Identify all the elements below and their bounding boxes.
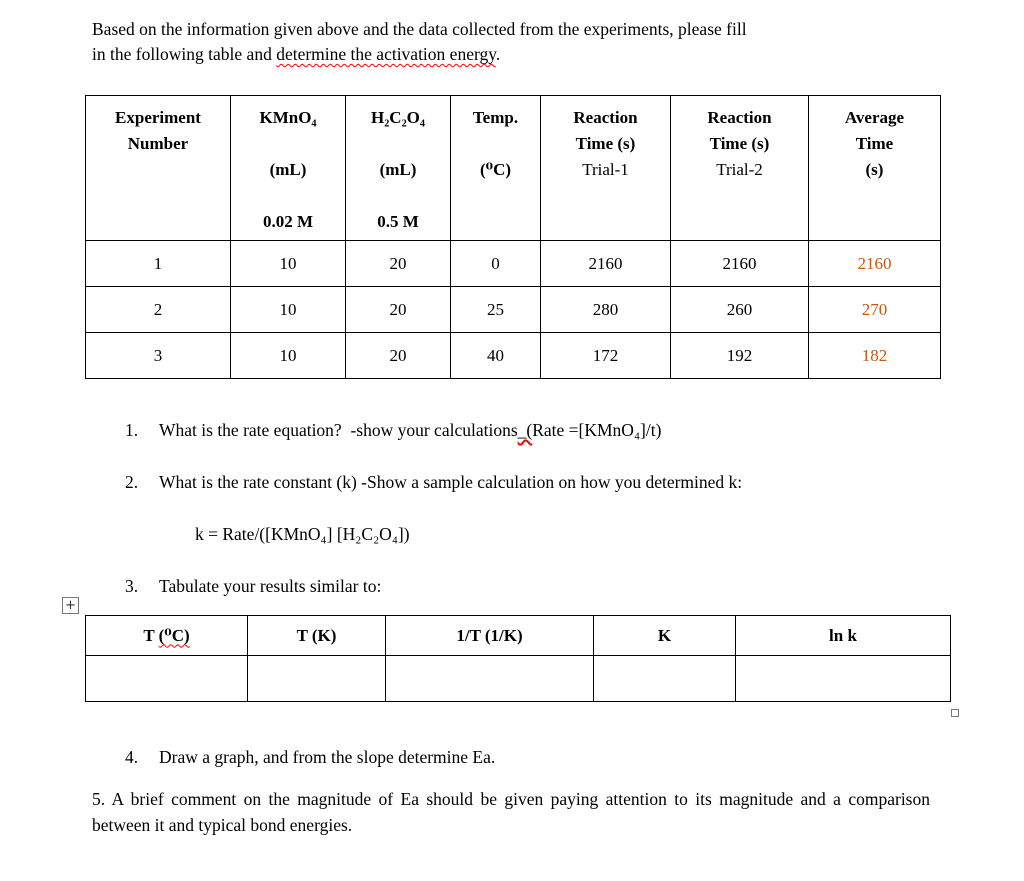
cell-kmno4: 10: [231, 333, 346, 379]
cell-trial2: 2160: [671, 241, 809, 287]
cell-h2c2o4: 20: [346, 287, 451, 333]
col-header-experiment-number: [86, 96, 231, 241]
col-header-average-time: [809, 96, 941, 241]
question-3: [125, 573, 1024, 599]
col-header-temp: [451, 96, 541, 241]
results-cell-empty[interactable]: [594, 656, 736, 702]
header-line: H₂C₂O₄: [370, 108, 425, 127]
question-2-number: 2.: [125, 472, 139, 492]
results-cell-empty[interactable]: [736, 656, 951, 702]
cell-trial2: 260: [671, 287, 809, 333]
header-line: [346, 131, 450, 157]
intro-line2-pre: in the following table and: [92, 44, 277, 64]
col-header-t-kelvin: T (K): [248, 616, 386, 656]
question-1: [125, 417, 1024, 443]
header-line: (mL): [379, 160, 417, 179]
spellcheck-squiggle-text: determine the activation energy: [276, 44, 496, 64]
cell-average-answer: 2160: [809, 241, 941, 287]
question-1-text: [159, 420, 661, 440]
col-header-t-celsius: [86, 616, 248, 656]
question-1-pre: What is the rate equation? -show your calculations: [159, 420, 518, 440]
intro-paragraph: [92, 0, 942, 67]
question-1-number: 1.: [125, 420, 139, 440]
question-2: [125, 469, 1024, 495]
col-header-k: K: [594, 616, 736, 656]
cell-trial1: 2160: [541, 241, 671, 287]
question-1-post: Rate =[KMnO₄]/t): [532, 420, 662, 440]
col-header-kmno4: [231, 96, 346, 241]
results-cell-empty[interactable]: [386, 656, 594, 702]
cell-trial1: 172: [541, 333, 671, 379]
rate-constant-equation: k = Rate/([KMnO₄] [H₂C₂O₄]): [195, 524, 410, 544]
header-line: Trial-1: [582, 160, 629, 179]
header-line: 0.02 M: [262, 212, 314, 231]
results-cell-empty[interactable]: [248, 656, 386, 702]
results-header-row: [86, 616, 951, 656]
header-line: Average: [844, 108, 905, 127]
col-header-reaction-time-trial1: [541, 96, 671, 241]
header-line: (mL): [269, 160, 307, 179]
header-line: Reaction: [573, 108, 638, 127]
header-line: Trial-2: [716, 160, 763, 179]
spellcheck-squiggle-text: (⁰C): [158, 625, 190, 645]
header-line: KMnO₄: [259, 108, 317, 127]
intro-line2-post: .: [495, 44, 501, 64]
cell-trial1: 280: [541, 287, 671, 333]
cell-h2c2o4: 20: [346, 241, 451, 287]
table-resize-handle[interactable]: [951, 709, 959, 717]
cell-experiment: 2: [86, 287, 231, 333]
col-header-h2c2o4: [346, 96, 451, 241]
header-line: Reaction: [707, 108, 772, 127]
question-2-text: What is the rate constant (k) -Show a sample calculation on how you determined k:: [159, 472, 743, 492]
results-cell-empty[interactable]: [86, 656, 248, 702]
header-line: [346, 183, 450, 209]
cell-experiment: 3: [86, 333, 231, 379]
question-4-text: Draw a graph, and from the slope determine Ea.: [159, 747, 496, 767]
question-3-number: 3.: [125, 576, 139, 596]
header-line: 0.5 M: [377, 212, 419, 231]
header-line: (⁰C): [479, 160, 512, 179]
cell-temp: 25: [451, 287, 541, 333]
col-header-1-over-t: 1/T (1/K): [386, 616, 594, 656]
header-line: [231, 183, 345, 209]
t-celsius-pre: T: [143, 625, 159, 645]
table-row: [86, 333, 941, 379]
spellcheck-mark: _(: [517, 420, 533, 440]
header-line: [231, 131, 345, 157]
header-line: Temp.: [472, 108, 519, 127]
col-header-reaction-time-trial2: [671, 96, 809, 241]
table-move-icon[interactable]: +: [62, 597, 79, 614]
header-line: Time (s): [709, 134, 770, 153]
header-line: [451, 131, 540, 157]
header-line: Number: [127, 134, 189, 153]
header-line: Time (s): [575, 134, 636, 153]
question-4-number: 4.: [125, 747, 139, 767]
results-table: [85, 615, 951, 702]
cell-temp: 0: [451, 241, 541, 287]
cell-trial2: 192: [671, 333, 809, 379]
cell-average-answer: 182: [809, 333, 941, 379]
question-5: 5. A brief comment on the magnitude of Ea should be given paying attention to its magnitude and a comparison between it and typical bond energies.: [92, 789, 930, 835]
cell-h2c2o4: 20: [346, 333, 451, 379]
results-empty-row: [86, 656, 951, 702]
cell-temp: 40: [451, 333, 541, 379]
header-line: Time: [855, 134, 894, 153]
intro-line1: Based on the information given above and the data collected from the experiments, please fill: [92, 19, 747, 39]
table-header-row: [86, 96, 941, 241]
cell-experiment: 1: [86, 241, 231, 287]
experiment-data-table: [85, 95, 941, 379]
cell-kmno4: 10: [231, 287, 346, 333]
question-3-text: Tabulate your results similar to:: [159, 576, 382, 596]
header-line: (s): [865, 160, 884, 179]
header-line: Experiment: [115, 108, 201, 127]
table-row: [86, 241, 941, 287]
cell-kmno4: 10: [231, 241, 346, 287]
col-header-ln-k: ln k: [736, 616, 951, 656]
cell-average-answer: 270: [809, 287, 941, 333]
table-row: [86, 287, 941, 333]
question-4: [125, 744, 1024, 770]
